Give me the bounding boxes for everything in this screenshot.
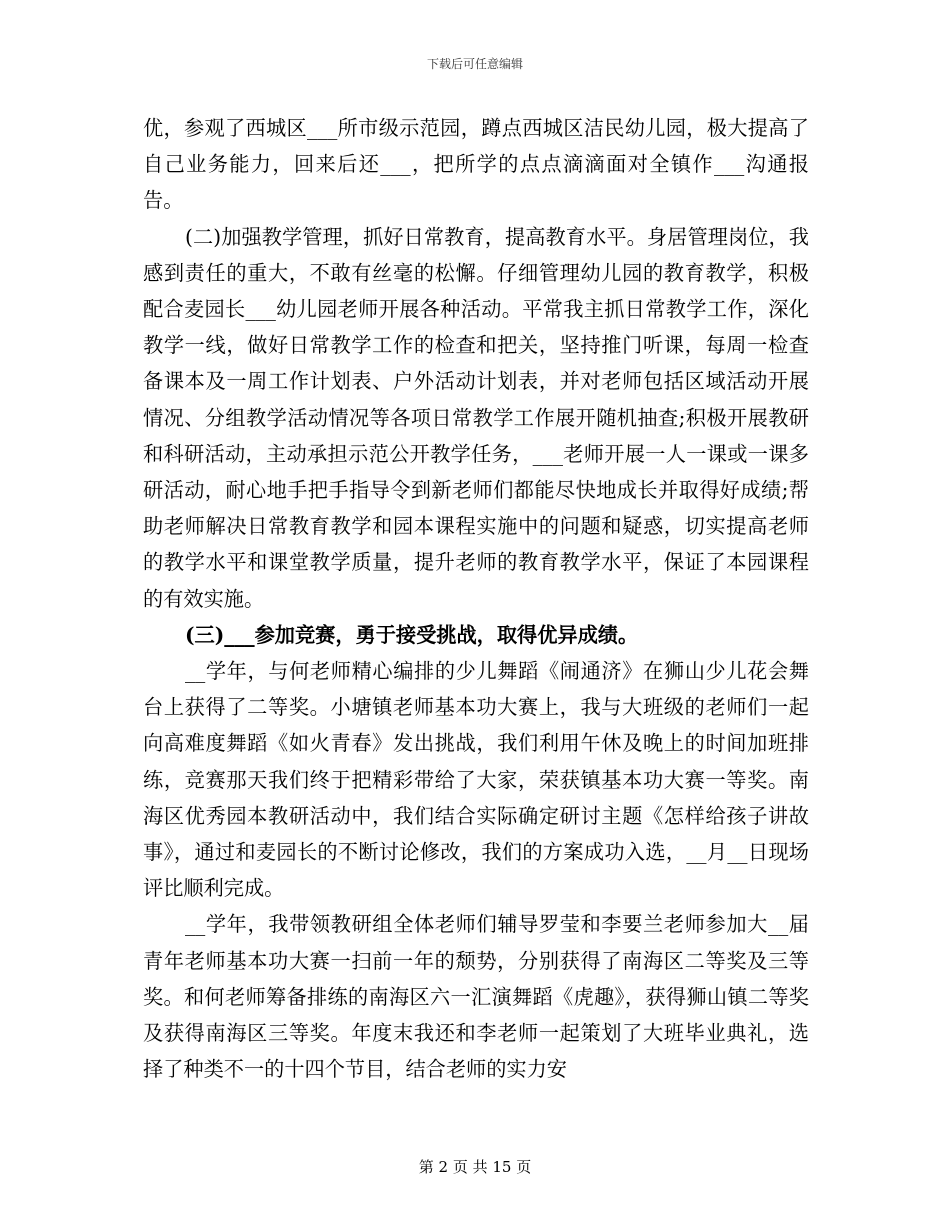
page-header-note: 下载后可任意编辑 <box>426 57 523 71</box>
page-number: 第 2 页 共 15 页 <box>418 1158 532 1176</box>
paragraph-competition-year-1: __学年，与何老师精心编排的少儿舞蹈《闹通济》在狮山少儿花会舞台上获得了二等奖。小塘镇老师基本功大赛上，我与大班级的老师们一起向高难度舞蹈《如火青春》发出挑战，我们利用午休及晚上的时间加班排练，竞赛那天我们终于把精彩带给了大家，荣获镇基本功大赛一等奖。南海区优秀园本教研活动中，我们结合实际确定研讨主题《怎样给孩子讲故事》，通过和麦园长的不断讨论修改，我们的方案成功入选，__月__日现场评比顺利完成。 <box>143 659 809 901</box>
paragraph-continuation: 优，参观了西城区___所市级示范园，蹲点西城区洁民幼儿园，极大提高了自己业务能力，回来后还___，把所学的点点滴滴面对全镇作___沟通报告。 <box>143 116 809 213</box>
paragraph-teaching-management: (二)加强教学管理，抓好日常教育，提高教育水平。身居管理岗位，我感到责任的重大，不敢有丝毫的松懈。仔细管理幼儿园的教育教学，积极配合麦园长___幼儿园老师开展各种活动。平常我主抓日常教学工作，深化教学一线，做好日常教学工作的检查和把关，坚持推门听课，每周一检查备课本及一周工作计划表、户外活动计划表，并对老师包括区域活动开展情况、分组教学活动情况等各项日常教学工作展开随机抽查;积极开展教研和科研活动，主动承担示范公开教学任务，___老师开展一人一课或一课多研活动，耐心地手把手指导令到新老师们都能尽快地成长并取得好成绩;帮助老师解决日常教育教学和园本课程实施中的问题和疑惑，切实提高老师的教学水平和课堂教学质量，提升老师的教育教学水平，保证了本园课程的有效实施。 <box>143 224 809 611</box>
document-body <box>143 110 809 1087</box>
paragraph-competition-year-2: __学年，我带领教研组全体老师们辅导罗莹和李要兰老师参加大__届青年老师基本功大赛一扫前一年的颓势，分别获得了南海区二等奖及三等奖。和何老师筹备排练的南海区六一汇演舞蹈《虎趣》，获得狮山镇二等奖及获得南海区三等奖。年度末我还和李老师一起策划了大班毕业典礼，选择了种类不一的十四个节目，结合老师的实力安 <box>143 912 809 1082</box>
section-heading-competitions: (三)___参加竞赛，勇于接受挑战，取得优异成绩。 <box>185 622 639 647</box>
